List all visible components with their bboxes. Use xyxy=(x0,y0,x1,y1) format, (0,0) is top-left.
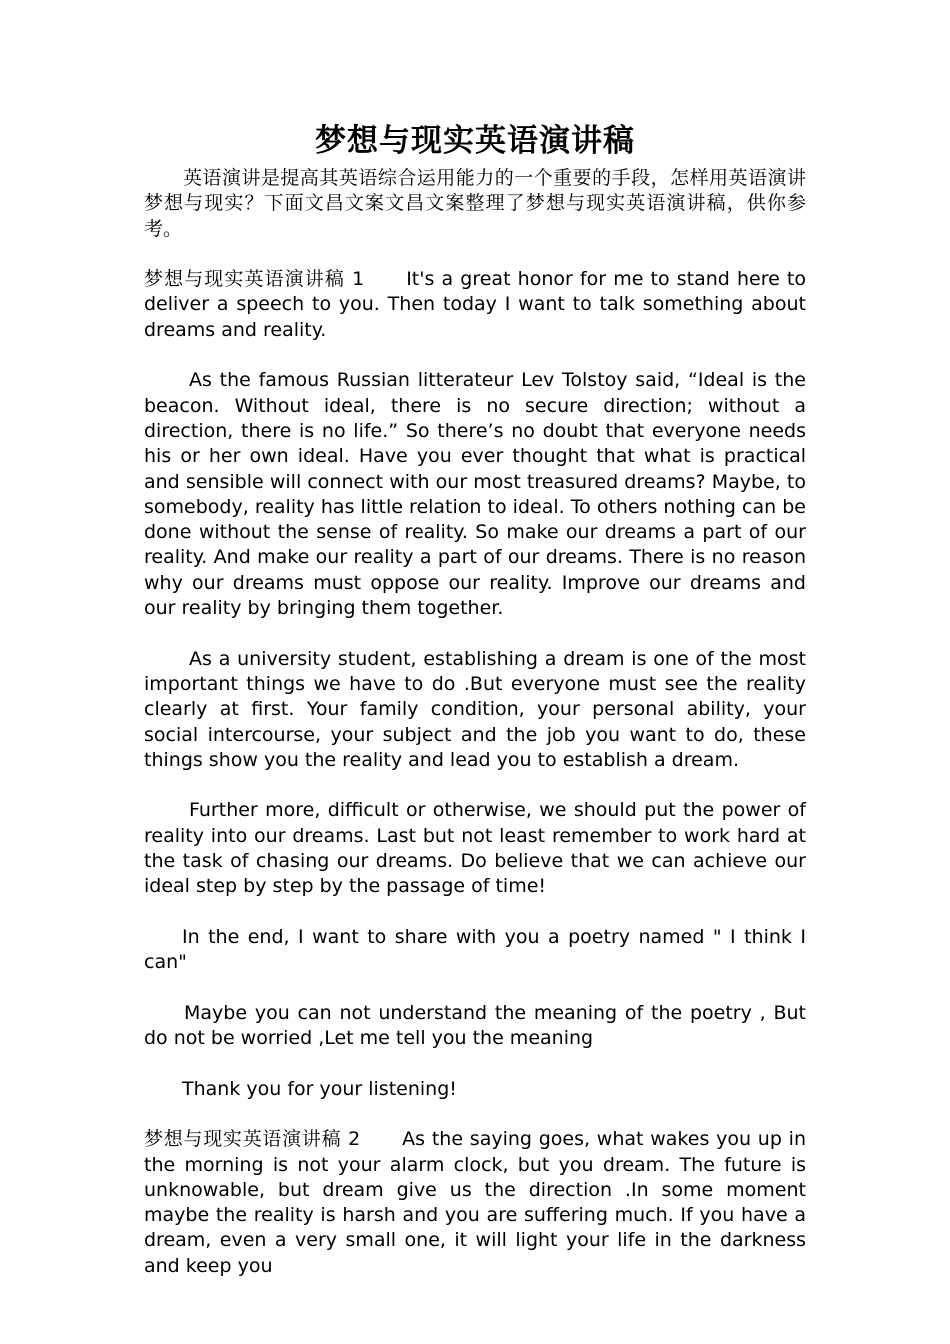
section-1-paragraph-1: As the famous Russian litterateur Lev Tolstoy said, “Ideal is the beacon. Without ideal, there is no secure direction; without a direction, there is no life.” So there’s no doubt that everyone needs his or her own ideal. Have you ever thought that what is practical and sensible will connect with our most treasured dreams? Maybe, to somebody, reality has little relation to ideal. To others nothing can be done without the sense of reality. So make our dreams a part of our reality. And make our reality a part of our dreams. There is no reason why our dreams must oppose our reality. Improve our dreams and our reality by bringing them together. xyxy=(144,369,806,620)
section-2-lead-paragraph xyxy=(144,1127,806,1279)
intro-paragraph: 英语演讲是提高其英语综合运用能力的一个重要的手段，怎样用英语演讲梦想与现实？下面文昌文案文昌文案整理了梦想与现实英语演讲稿，供你参考。 xyxy=(144,167,806,240)
section-1-lead-text: It's a great honor for me to stand here to deliver a speech to you. Then today I want to talk something about dreams and reality. xyxy=(144,268,806,341)
section-2-heading: 梦想与现实英语演讲稿 2 xyxy=(144,1128,361,1151)
section-1-lead-paragraph xyxy=(144,267,806,343)
section-1-paragraph-5: Maybe you can not understand the meaning of the poetry , But do not be worried ,Let me tell you the meaning xyxy=(144,1001,806,1050)
section-1-paragraph-2: As a university student, establishing a dream is one of the most important things we have to do .But everyone must see the reality clearly at first. Your family condition, your personal ability, your social intercourse, your subject and the job you want to do, these things show you the reality and lead you to establish a dream. xyxy=(144,647,806,771)
section-2-lead-text: As the saying goes, what wakes you up in the morning is not your alarm clock, but you dream. The future is unknowable, but dream give us the direction .In some moment maybe the reality is harsh and you are suffering much. If you have a dream, even a very small one, it will light your life in the darkness and keep you xyxy=(144,1128,806,1277)
section-1-paragraph-4: In the end, I want to share with you a poetry named " I think I can" xyxy=(144,925,806,974)
section-1-paragraph-6: Thank you for your listening! xyxy=(182,1077,457,1100)
section-1-paragraph-3: Further more, difficult or otherwise, we should put the power of reality into our dreams. Last but not least remember to work hard at the task of chasing our dreams. Do believe that we can achieve our ideal step by step by the passage of time! xyxy=(144,799,806,898)
document-body xyxy=(144,166,806,1279)
section-1-heading: 梦想与现实英语演讲稿 1 xyxy=(144,268,365,291)
page-title: 梦想与现实英语演讲稿 xyxy=(315,123,635,159)
